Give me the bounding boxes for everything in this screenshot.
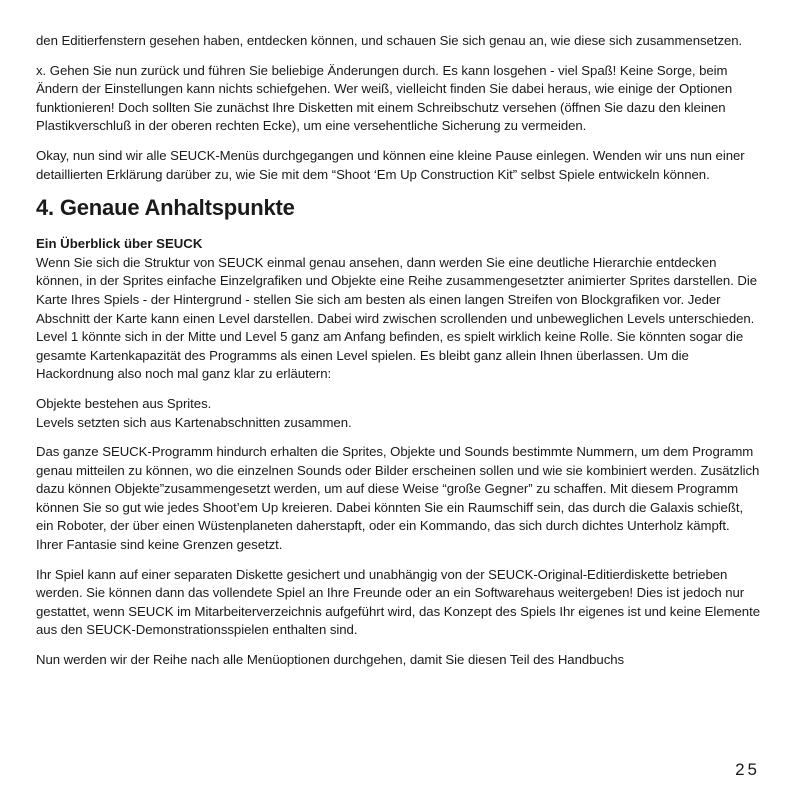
intro-paragraph: den Editierfenstern gesehen haben, entdecken können, und schauen Sie sich genau an, wie diese sich zusammensetzen.: [36, 33, 743, 48]
closing-paragraph: Nun werden wir der Reihe nach alle Menüoptionen durchgehen, damit Sie diesen Teil des Handbuchs: [36, 652, 625, 668]
section-heading: 4. Genaue Anhaltspunkte: [36, 195, 295, 221]
step-x-paragraph: x. Gehen Sie nun zurück und führen Sie beliebige Änderungen durch. Es kann losgehen - viel Spaß! Keine Sorge, beim Ändern der Einstellungen kann nichts schiefgehen. Wer weiß, vielleicht finden Sie dabei heraus, wie einige der Optionen funktionieren! Doch sollten Sie zunächst Ihre Disketten mit einem Schreibschutz versehen (öffnen Sie dazu den kleinen Plastikverschluß in der oberen rechten Ecke), um eine versehentliche Sicherung zu vermeiden.: [36, 62, 733, 134]
hierarchy-line-levels: Levels setzten sich aus Kartenabschnitten zusammen.: [36, 414, 352, 430]
save-paragraph: Ihr Spiel kann auf einer separaten Diskette gesichert und unabhängig von der SEUCK-Original-Editierdiskette betrieben werden. Sie können dann das vollendete Spiel an Ihre Freunde oder an ein Softwarehaus weitergeben! Dies ist jedoch nur gestattet, wenn SEUCK im Mitarbeiterverzeichnis aufgeführt wird, das Konzept des Spiels Ihr eigenes ist und keine Elemente aus den SEUCK-Demonstrationsspielen enthalten sind.: [36, 566, 760, 638]
overview-subheading: Ein Überblick über SEUCK: [36, 236, 203, 252]
numbering-paragraph: Das ganze SEUCK-Programm hindurch erhalten die Sprites, Objekte und Sounds bestimmte Nummern, um dem Programm genau mitteilen zu können, wo die einzelnen Sounds oder Bilder erscheinen sollen und wie sie kombiniert werden. Zusätzlich dazu können Objekte”zusammengesetzt werden, um auf diese Weise “große Gegner” zu schaffen. Mit diesem Programm können Sie so gut wie jedes Shoot’em Up kreieren. Dabei könnten Sie ein Raumschiff sein, das durch die Galaxis schießt, ein Roboter, der über einen Wüstenplaneten daherstapft, oder ein Kommando, das sich durch dichtes Unterholz kämpft. Ihrer Fantasie sind keine Grenzen gesetzt.: [36, 444, 760, 553]
hierarchy-line-objects: Objekte bestehen aus Sprites.: [36, 395, 212, 411]
page-number: 25: [735, 760, 760, 779]
overview-paragraph: Wenn Sie sich die Struktur von SEUCK einmal genau ansehen, dann werden Sie eine deutliche Hierarchie entdecken können, in der Sprites einfache Einzelgrafiken und Objekte eine Reihe zusammengesetzter animierter Sprites darstellen. Die Karte Ihres Spiels - der Hintergrund - stellen Sie sich am besten als einen langen Streifen von Blockgrafiken vor. Jeder Abschnitt der Karte kann einen Level darstellen. Dabei wird zwischen scrollenden und unbeweglichen Levels unterschieden. Level 1 könnte sich in der Mitte und Level 5 ganz am Anfang befinden, es spielt wirklich keine Rolle. Sie könnten sogar die gesamte Kartenkapazität des Programms als einen Level spielen. Es bleibt ganz allein Ihnen überlassen. Um die Hackordnung also noch mal ganz klar zu erläutern:: [36, 254, 758, 382]
okay-paragraph: Okay, nun sind wir alle SEUCK-Menüs durchgegangen und können eine kleine Pause einlegen. Wenden wir uns nun einer detaillierten Erklärung darüber zu, wie Sie mit dem “Shoot ‘Em Up Construction Kit” selbst Spiele entwickeln können.: [36, 147, 745, 182]
hierarchy-list: [36, 395, 760, 432]
manual-page: [36, 32, 760, 670]
